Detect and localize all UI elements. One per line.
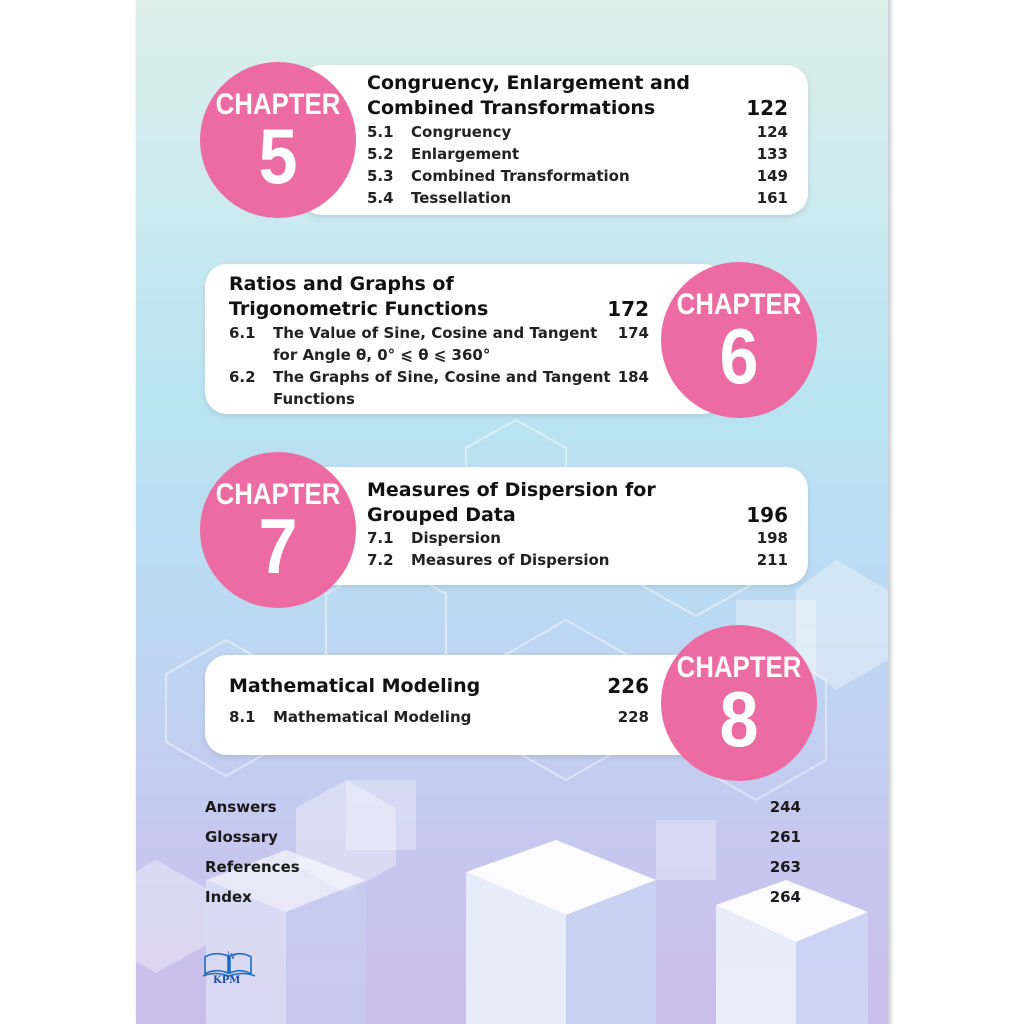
section-7-1-title[interactable]: Dispersion: [411, 529, 501, 547]
section-8-1-page[interactable]: 228: [617, 708, 649, 726]
chapter-8-page[interactable]: 226: [607, 674, 649, 698]
chapter-7-page[interactable]: 196: [746, 503, 788, 527]
page-edge: [888, 0, 894, 1024]
section-5-3-number: 5.3: [367, 167, 394, 185]
chapter-6-title-line1[interactable]: Ratios and Graphs of: [229, 273, 454, 295]
chapter-8-label: CHAPTER: [676, 651, 802, 684]
chapter-6-badge: [661, 262, 817, 418]
section-6-1-title-line2[interactable]: for Angle θ, 0° ⩽ θ ⩽ 360°: [273, 346, 491, 364]
section-8-1-title[interactable]: Mathematical Modeling: [273, 708, 472, 726]
chapter-5-number: 5: [258, 112, 298, 200]
section-5-1-title[interactable]: Congruency: [411, 123, 512, 141]
section-5-2-number: 5.2: [367, 145, 394, 163]
chapter-7-number: 7: [258, 502, 298, 590]
chapter-7-title-line2[interactable]: Grouped Data: [367, 504, 516, 526]
index-entry[interactable]: Index: [205, 888, 252, 906]
section-6-1-number: 6.1: [229, 324, 256, 342]
chapter-5-title-line2[interactable]: Combined Transformations: [367, 97, 656, 119]
section-5-1-number: 5.1: [367, 123, 394, 141]
section-7-2-number: 7.2: [367, 551, 394, 569]
glossary-entry[interactable]: Glossary: [205, 828, 278, 846]
answers-entry[interactable]: Answers: [205, 798, 277, 816]
answers-page[interactable]: 244: [769, 798, 801, 816]
chapter-7-title-line1[interactable]: Measures of Dispersion for: [367, 479, 656, 501]
chapter-5-badge: [200, 62, 356, 218]
chapter-6-label: CHAPTER: [676, 288, 802, 321]
glossary-page[interactable]: 261: [769, 828, 801, 846]
chapter-6-page[interactable]: 172: [607, 297, 649, 321]
section-5-2-title[interactable]: Enlargement: [411, 145, 520, 163]
section-5-4-number: 5.4: [367, 189, 394, 207]
chapter-6-title-line2[interactable]: Trigonometric Functions: [229, 298, 489, 320]
section-5-1-page[interactable]: 124: [756, 123, 788, 141]
section-6-1-page[interactable]: 174: [617, 324, 649, 342]
chapter-8-card: [205, 655, 725, 755]
section-6-2-title-line1[interactable]: The Graphs of Sine, Cosine and Tangent: [273, 368, 611, 386]
section-5-4-title[interactable]: Tessellation: [411, 189, 512, 207]
section-6-2-page[interactable]: 184: [617, 368, 649, 386]
section-5-2-page[interactable]: 133: [756, 145, 788, 163]
chapter-7-badge: [200, 452, 356, 608]
section-5-4-page[interactable]: 161: [756, 189, 788, 207]
page-number-roman: iv: [227, 951, 236, 962]
section-5-3-title[interactable]: Combined Transformation: [411, 167, 630, 185]
section-7-1-number: 7.1: [367, 529, 394, 547]
publisher-logo-text: KPM: [213, 975, 241, 986]
chapter-5-title-line1[interactable]: Congruency, Enlargement and: [367, 72, 690, 94]
section-6-2-title-line2[interactable]: Functions: [273, 390, 355, 408]
index-page[interactable]: 264: [769, 888, 801, 906]
section-7-2-page[interactable]: 211: [756, 551, 788, 569]
section-5-3-page[interactable]: 149: [756, 167, 788, 185]
section-6-2-number: 6.2: [229, 368, 256, 386]
section-7-2-title[interactable]: Measures of Dispersion: [411, 551, 610, 569]
section-6-1-title-line1[interactable]: The Value of Sine, Cosine and Tangent: [273, 324, 598, 342]
section-8-1-number: 8.1: [229, 708, 256, 726]
chapter-8-number: 8: [719, 675, 759, 763]
chapter-8-title[interactable]: Mathematical Modeling: [229, 675, 481, 697]
references-entry[interactable]: References: [205, 858, 300, 876]
chapter-6-number: 6: [719, 312, 759, 400]
chapter-5-label: CHAPTER: [215, 88, 341, 121]
chapter-8-badge: [661, 625, 817, 781]
section-7-1-page[interactable]: 198: [756, 529, 788, 547]
chapter-7-label: CHAPTER: [215, 478, 341, 511]
chapter-5-page[interactable]: 122: [746, 96, 788, 120]
references-page[interactable]: 263: [769, 858, 801, 876]
